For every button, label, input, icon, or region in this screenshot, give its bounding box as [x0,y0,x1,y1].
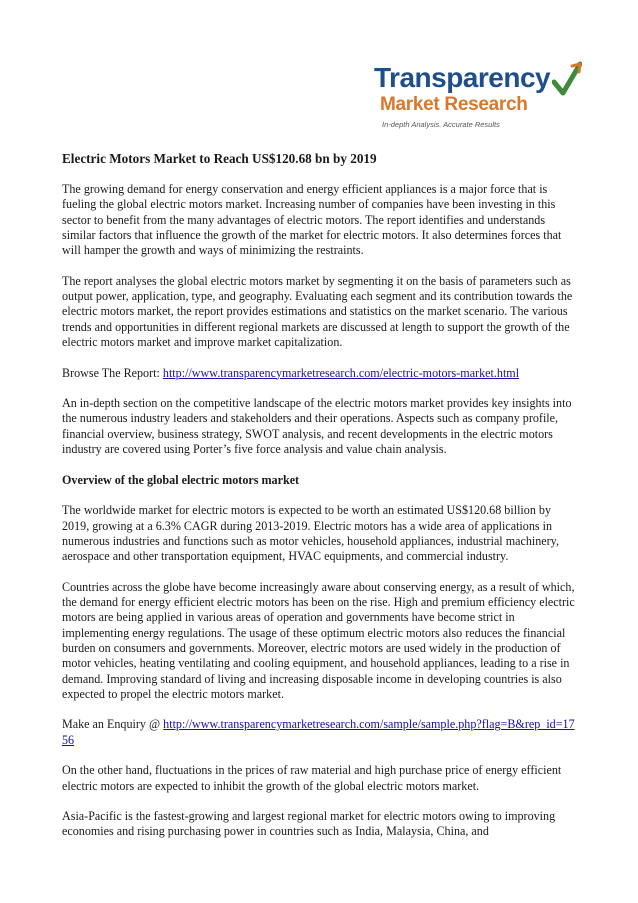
browse-report-line [62,366,577,381]
paragraph-segmentation: The report analyses the global electric motors market by segmenting it on the basis of parameters such as output power, application, type, and geography. Evaluating each segment and its contribution towards the electric motors market, the report provides estimations and statistics on the market scenario. The various trends and opportunities in different regional markets are discussed at length to support the growth of the electric motors market and improve market capitalization. [62,273,573,349]
paragraph-intro: The growing demand for energy conservation and energy efficient appliances is a major force that is fueling the global electric motors market. Increasing number of companies have been investing in this sector to benefit from the many advantages of electric motors. The report identifies and understands similar factors that influence the growth of the market for electric motors. It also determines forces that will hamper the growth and ways of minimizing the restraints. [62,182,562,258]
logo-brand-text: Transparency [374,62,551,93]
enquiry-line [62,717,577,748]
browse-label: Browse The Report: [62,365,163,380]
enquiry-label: Make an Enquiry @ [62,717,164,732]
logo-tagline: In-depth Analysis. Accurate Results [382,120,500,129]
paragraph-market-size: The worldwide market for electric motors is expected to be worth an estimated US$120.68 billion by 2019, growing at a 6.3% CAGR during 2013-2019. Electric motors has a wide area of applications in numerous industries and functions such as motor vehicles, household appliances, industrial machinery, aerospace and other transportation equipment, HVAC equipments, and commercial industry. [62,503,559,564]
checkmark-logo-icon [552,60,582,102]
enquiry-link[interactable]: http://www.transparencymarketresearch.com/sample/sample.php?flag=B&rep_id=1756 [62,717,575,747]
paragraph-competitive: An in-depth section on the competitive landscape of the electric motors market provides key insights into the numerous industry leaders and stakeholders and their operations. Aspects such as company profile, financial overview, business strategy, SWOT analysis, and recent developments in the electric motors industry are covered using Porter’s five force analysis and value chain analysis. [62,396,572,457]
paragraph-drivers: Countries across the globe have become increasingly aware about conserving energy, as a result of which, the demand for energy efficient electric motors has been on the rise. High and premium efficiency electric motors are being applied in various areas of operation and governments have become strict in implementing energy regulations. The usage of these optimum electric motors also reduces the financial burden on consumers and governments. Moreover, electric motors are used widely in the production of motor vehicles, heating ventilating and cooling equipment, and household appliances, leading to a rise in demand. Improving standard of living and increasing disposable income in developing countries is also expected to propel the electric motors market. [62,579,575,701]
logo-subtitle: Market Research [380,94,528,115]
company-logo [372,60,582,138]
browse-report-link[interactable]: http://www.transparencymarketresearch.com/electric-motors-market.html [162,365,520,380]
page-title: Electric Motors Market to Reach US$120.68 bn by 2019 [62,151,377,166]
section-heading-overview: Overview of the global electric motors market [62,472,300,487]
paragraph-restraints: On the other hand, fluctuations in the prices of raw material and high purchase price of energy efficient electric motors are expected to inhibit the growth of the global electric motors market. [62,763,562,793]
paragraph-asia-pacific: Asia-Pacific is the fastest-growing and largest regional market for electric motors owing to improving economies and rising purchasing power in countries such as India, Malaysia, China, and [62,809,556,839]
article-body [62,151,577,855]
